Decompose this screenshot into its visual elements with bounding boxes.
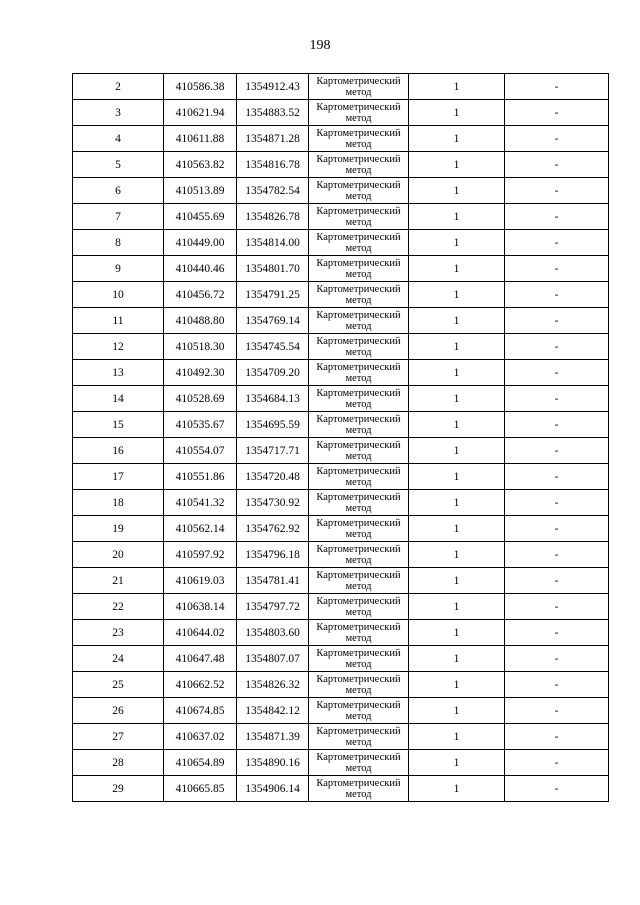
accuracy-cell: 1 (409, 438, 505, 464)
table-row (73, 334, 609, 360)
note-cell: - (505, 308, 609, 334)
table-row (73, 386, 609, 412)
table-row (73, 542, 609, 568)
table-row (73, 490, 609, 516)
note-cell: - (505, 542, 609, 568)
point-number-cell: 7 (73, 204, 164, 230)
accuracy-cell: 1 (409, 724, 505, 750)
method-cell: Картометрический метод (309, 204, 409, 230)
note-cell: - (505, 412, 609, 438)
point-number-cell: 10 (73, 282, 164, 308)
point-number-cell: 2 (73, 74, 164, 100)
accuracy-cell: 1 (409, 542, 505, 568)
accuracy-cell: 1 (409, 282, 505, 308)
method-cell: Картометрический метод (309, 74, 409, 100)
x-coordinate-cell: 410674.85 (164, 698, 237, 724)
y-coordinate-cell: 1354791.25 (237, 282, 309, 308)
note-cell: - (505, 438, 609, 464)
y-coordinate-cell: 1354890.16 (237, 750, 309, 776)
y-coordinate-cell: 1354781.41 (237, 568, 309, 594)
note-cell: - (505, 334, 609, 360)
coordinates-table-body (73, 74, 609, 802)
point-number-cell: 9 (73, 256, 164, 282)
x-coordinate-cell: 410456.72 (164, 282, 237, 308)
x-coordinate-cell: 410621.94 (164, 100, 237, 126)
x-coordinate-cell: 410586.38 (164, 74, 237, 100)
accuracy-cell: 1 (409, 360, 505, 386)
point-number-cell: 16 (73, 438, 164, 464)
accuracy-cell: 1 (409, 568, 505, 594)
table-row (73, 74, 609, 100)
y-coordinate-cell: 1354912.43 (237, 74, 309, 100)
point-number-cell: 11 (73, 308, 164, 334)
table-row (73, 152, 609, 178)
table-row (73, 438, 609, 464)
note-cell: - (505, 620, 609, 646)
y-coordinate-cell: 1354871.39 (237, 724, 309, 750)
y-coordinate-cell: 1354807.07 (237, 646, 309, 672)
y-coordinate-cell: 1354816.78 (237, 152, 309, 178)
method-cell: Картометрический метод (309, 646, 409, 672)
accuracy-cell: 1 (409, 412, 505, 438)
method-cell: Картометрический метод (309, 438, 409, 464)
point-number-cell: 25 (73, 672, 164, 698)
y-coordinate-cell: 1354797.72 (237, 594, 309, 620)
point-number-cell: 13 (73, 360, 164, 386)
y-coordinate-cell: 1354842.12 (237, 698, 309, 724)
note-cell: - (505, 490, 609, 516)
point-number-cell: 26 (73, 698, 164, 724)
y-coordinate-cell: 1354906.14 (237, 776, 309, 802)
x-coordinate-cell: 410638.14 (164, 594, 237, 620)
x-coordinate-cell: 410637.02 (164, 724, 237, 750)
note-cell: - (505, 74, 609, 100)
x-coordinate-cell: 410541.32 (164, 490, 237, 516)
point-number-cell: 20 (73, 542, 164, 568)
method-cell: Картометрический метод (309, 724, 409, 750)
method-cell: Картометрический метод (309, 256, 409, 282)
table-row (73, 282, 609, 308)
table-row (73, 100, 609, 126)
method-cell: Картометрический метод (309, 230, 409, 256)
point-number-cell: 14 (73, 386, 164, 412)
table-row (73, 204, 609, 230)
point-number-cell: 12 (73, 334, 164, 360)
method-cell: Картометрический метод (309, 776, 409, 802)
y-coordinate-cell: 1354730.92 (237, 490, 309, 516)
accuracy-cell: 1 (409, 490, 505, 516)
method-cell: Картометрический метод (309, 672, 409, 698)
accuracy-cell: 1 (409, 178, 505, 204)
note-cell: - (505, 282, 609, 308)
x-coordinate-cell: 410647.48 (164, 646, 237, 672)
table-row (73, 594, 609, 620)
note-cell: - (505, 360, 609, 386)
table-row (73, 568, 609, 594)
table-row (73, 672, 609, 698)
point-number-cell: 19 (73, 516, 164, 542)
note-cell: - (505, 646, 609, 672)
method-cell: Картометрический метод (309, 178, 409, 204)
accuracy-cell: 1 (409, 594, 505, 620)
note-cell: - (505, 152, 609, 178)
accuracy-cell: 1 (409, 334, 505, 360)
note-cell: - (505, 594, 609, 620)
table-row (73, 698, 609, 724)
y-coordinate-cell: 1354871.28 (237, 126, 309, 152)
point-number-cell: 6 (73, 178, 164, 204)
table-row (73, 776, 609, 802)
method-cell: Картометрический метод (309, 360, 409, 386)
method-cell: Картометрический метод (309, 152, 409, 178)
accuracy-cell: 1 (409, 620, 505, 646)
x-coordinate-cell: 410554.07 (164, 438, 237, 464)
y-coordinate-cell: 1354826.32 (237, 672, 309, 698)
accuracy-cell: 1 (409, 230, 505, 256)
y-coordinate-cell: 1354826.78 (237, 204, 309, 230)
method-cell: Картометрический метод (309, 594, 409, 620)
note-cell: - (505, 100, 609, 126)
x-coordinate-cell: 410597.92 (164, 542, 237, 568)
x-coordinate-cell: 410440.46 (164, 256, 237, 282)
table-row (73, 646, 609, 672)
y-coordinate-cell: 1354769.14 (237, 308, 309, 334)
method-cell: Картометрический метод (309, 282, 409, 308)
table-row (73, 126, 609, 152)
page-number: 198 (309, 38, 331, 53)
method-cell: Картометрический метод (309, 620, 409, 646)
x-coordinate-cell: 410611.88 (164, 126, 237, 152)
note-cell: - (505, 516, 609, 542)
accuracy-cell: 1 (409, 204, 505, 230)
point-number-cell: 4 (73, 126, 164, 152)
point-number-cell: 5 (73, 152, 164, 178)
accuracy-cell: 1 (409, 776, 505, 802)
x-coordinate-cell: 410562.14 (164, 516, 237, 542)
accuracy-cell: 1 (409, 516, 505, 542)
note-cell: - (505, 178, 609, 204)
point-number-cell: 21 (73, 568, 164, 594)
y-coordinate-cell: 1354695.59 (237, 412, 309, 438)
point-number-cell: 18 (73, 490, 164, 516)
x-coordinate-cell: 410535.67 (164, 412, 237, 438)
table-row (73, 620, 609, 646)
accuracy-cell: 1 (409, 672, 505, 698)
x-coordinate-cell: 410528.69 (164, 386, 237, 412)
method-cell: Картометрический метод (309, 516, 409, 542)
point-number-cell: 15 (73, 412, 164, 438)
table-row (73, 178, 609, 204)
y-coordinate-cell: 1354782.54 (237, 178, 309, 204)
method-cell: Картометрический метод (309, 750, 409, 776)
table-row (73, 308, 609, 334)
method-cell: Картометрический метод (309, 698, 409, 724)
x-coordinate-cell: 410488.80 (164, 308, 237, 334)
x-coordinate-cell: 410644.02 (164, 620, 237, 646)
x-coordinate-cell: 410563.82 (164, 152, 237, 178)
note-cell: - (505, 256, 609, 282)
method-cell: Картометрический метод (309, 100, 409, 126)
x-coordinate-cell: 410513.89 (164, 178, 237, 204)
table-row (73, 412, 609, 438)
accuracy-cell: 1 (409, 100, 505, 126)
point-number-cell: 28 (73, 750, 164, 776)
y-coordinate-cell: 1354796.18 (237, 542, 309, 568)
note-cell: - (505, 776, 609, 802)
point-number-cell: 8 (73, 230, 164, 256)
accuracy-cell: 1 (409, 698, 505, 724)
table-row (73, 750, 609, 776)
note-cell: - (505, 386, 609, 412)
note-cell: - (505, 568, 609, 594)
method-cell: Картометрический метод (309, 568, 409, 594)
method-cell: Картометрический метод (309, 308, 409, 334)
method-cell: Картометрический метод (309, 542, 409, 568)
note-cell: - (505, 724, 609, 750)
accuracy-cell: 1 (409, 74, 505, 100)
table-row (73, 256, 609, 282)
method-cell: Картометрический метод (309, 412, 409, 438)
y-coordinate-cell: 1354801.70 (237, 256, 309, 282)
note-cell: - (505, 698, 609, 724)
y-coordinate-cell: 1354803.60 (237, 620, 309, 646)
note-cell: - (505, 750, 609, 776)
x-coordinate-cell: 410551.86 (164, 464, 237, 490)
note-cell: - (505, 464, 609, 490)
coordinates-table (72, 73, 609, 802)
point-number-cell: 17 (73, 464, 164, 490)
accuracy-cell: 1 (409, 386, 505, 412)
table-row (73, 464, 609, 490)
point-number-cell: 23 (73, 620, 164, 646)
method-cell: Картометрический метод (309, 126, 409, 152)
x-coordinate-cell: 410619.03 (164, 568, 237, 594)
y-coordinate-cell: 1354814.00 (237, 230, 309, 256)
note-cell: - (505, 204, 609, 230)
table-row (73, 724, 609, 750)
point-number-cell: 29 (73, 776, 164, 802)
point-number-cell: 3 (73, 100, 164, 126)
x-coordinate-cell: 410654.89 (164, 750, 237, 776)
x-coordinate-cell: 410662.52 (164, 672, 237, 698)
method-cell: Картометрический метод (309, 334, 409, 360)
point-number-cell: 27 (73, 724, 164, 750)
y-coordinate-cell: 1354762.92 (237, 516, 309, 542)
y-coordinate-cell: 1354745.54 (237, 334, 309, 360)
x-coordinate-cell: 410665.85 (164, 776, 237, 802)
y-coordinate-cell: 1354709.20 (237, 360, 309, 386)
y-coordinate-cell: 1354720.48 (237, 464, 309, 490)
accuracy-cell: 1 (409, 646, 505, 672)
y-coordinate-cell: 1354684.13 (237, 386, 309, 412)
x-coordinate-cell: 410449.00 (164, 230, 237, 256)
table-row (73, 516, 609, 542)
point-number-cell: 24 (73, 646, 164, 672)
note-cell: - (505, 672, 609, 698)
table-row (73, 230, 609, 256)
table-row (73, 360, 609, 386)
accuracy-cell: 1 (409, 750, 505, 776)
x-coordinate-cell: 410455.69 (164, 204, 237, 230)
x-coordinate-cell: 410518.30 (164, 334, 237, 360)
accuracy-cell: 1 (409, 126, 505, 152)
y-coordinate-cell: 1354717.71 (237, 438, 309, 464)
y-coordinate-cell: 1354883.52 (237, 100, 309, 126)
point-number-cell: 22 (73, 594, 164, 620)
accuracy-cell: 1 (409, 256, 505, 282)
accuracy-cell: 1 (409, 464, 505, 490)
note-cell: - (505, 230, 609, 256)
method-cell: Картометрический метод (309, 464, 409, 490)
accuracy-cell: 1 (409, 308, 505, 334)
x-coordinate-cell: 410492.30 (164, 360, 237, 386)
accuracy-cell: 1 (409, 152, 505, 178)
method-cell: Картометрический метод (309, 490, 409, 516)
note-cell: - (505, 126, 609, 152)
method-cell: Картометрический метод (309, 386, 409, 412)
